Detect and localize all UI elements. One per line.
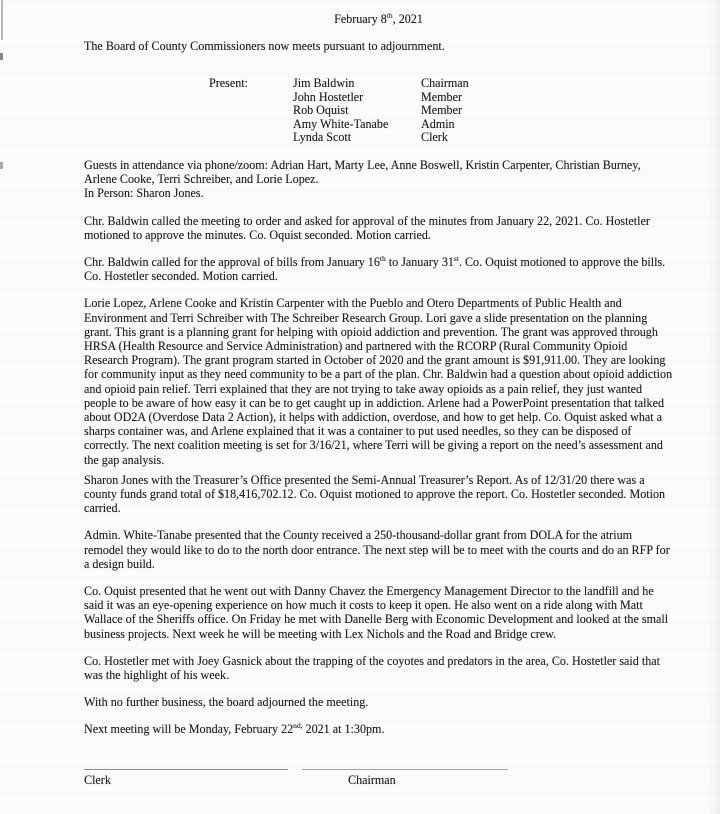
paragraph-bills-approval xyxy=(84,255,673,283)
present-row xyxy=(209,91,673,105)
next-meeting-text: Next meeting will be Monday, February 22 xyxy=(84,722,294,737)
scan-artifact-mark xyxy=(0,53,3,60)
next-meeting-text: 2021 at 1:30pm. xyxy=(302,722,385,737)
present-role: Member xyxy=(421,89,462,104)
present-role: Member xyxy=(421,103,462,118)
clerk-signature-label: Clerk xyxy=(84,773,111,787)
scan-artifact-mark xyxy=(0,162,3,169)
present-label-spacer xyxy=(209,104,293,118)
bills-text: . Co. Oquist motioned to approve the bills. Co. Hostetler seconded. Motion carried. xyxy=(84,254,666,284)
present-row xyxy=(209,104,673,118)
signature-area xyxy=(84,769,508,787)
paragraph-planning-grant: Lorie Lopez, Arlene Cooke and Kristin Carpenter with the Pueblo and Otero Departments of Public Health and Environment and Terri Schreiber with The Schreiber Research Group. Lori gave a slide presentation on the planning grant. This grant is a planning grant for helping with opioid addiction and prevention. The grant was approved through HRSA (Health Resource and Service Administration) and partnered with the RCORP (Rural Community Opioid Research Program). The grant program started in October of 2020 and the grant amount is $91,911.00. They are looking for community input as they need community to be a part of the plan. Chr. Baldwin had a question about opioid addiction and opioid pain relief. Terri explained that they are not trying to take away opioids as a pain relief, they just wanted people to be aware of how easy it can be to get caught up in addiction. Arlene had a PowerPoint presentation that talked about OD2A (Overdose Data 2 Action), it helps with addiction, overdose, and how to get help. Co. Oquist asked what a sharps container was, and Arlene explained that it was a container to put used needles, so they can be disposed of correctly. The next coalition meeting is set for 3/16/21, where Terri will be giving a report on the need’s assessment and the gap analysis. xyxy=(84,296,673,467)
paragraph-minutes-approval: Chr. Baldwin called the meeting to order and asked for approval of the minutes from January 22, 2021. Co. Hostetler motioned to approve the minutes. Co. Oquist seconded. Motion carried. xyxy=(84,213,650,242)
bills-ordinal-superscript: st xyxy=(453,253,459,263)
paragraph-treasurer-report: Sharon Jones with the Treasurer’s Office presented the Semi-Annual Treasurer’s Report. As of 12/31/20 there was a county funds grand total of $18,416,702.12. Co. Oquist motioned to approve the report. Co. Hostetler seconded. Motion carried. xyxy=(84,472,666,516)
present-label-spacer xyxy=(209,131,293,145)
present-role: Chairman xyxy=(421,76,469,91)
chairman-signature-label: Chairman xyxy=(348,773,396,787)
present-label-spacer xyxy=(209,118,293,132)
guests-remote-line: Guests in attendance via phone/zoom: Adrian Hart, Marty Lee, Anne Boswell, Kristin Carpenter, Christian Burney, Arlene Cooke, Terri Schreiber, and Lorie Lopez. xyxy=(84,157,641,187)
bills-ordinal-superscript: th xyxy=(379,253,386,263)
present-name: John Hostetler xyxy=(293,89,364,104)
present-role: Admin xyxy=(421,116,455,131)
present-row xyxy=(209,77,673,91)
date-ordinal-superscript: th xyxy=(386,10,393,20)
scan-artifact-line xyxy=(1,0,3,40)
present-row xyxy=(209,118,673,132)
present-name: Amy White-Tanabe xyxy=(293,116,389,131)
opening-statement: The Board of County Commissioners now meets pursuant to adjournment. xyxy=(84,39,445,54)
bills-text: Chr. Baldwin called for the approval of bills from January 16 xyxy=(84,254,380,269)
date-text: February 8 xyxy=(334,12,387,26)
present-label-spacer xyxy=(209,91,293,105)
paragraph-commissioner-hostetler-report: Co. Hostetler met with Joey Gasnick about the trapping of the coyotes and predators in the area, Co. Hostetler said that was the highlight of his week. xyxy=(84,653,660,682)
present-label: Present: xyxy=(209,76,248,91)
chairman-signature-line xyxy=(302,769,508,770)
present-name: Rob Oquist xyxy=(293,103,349,118)
paragraph-adjournment: With no further business, the board adjourned the meeting. xyxy=(84,695,369,710)
present-name: Jim Baldwin xyxy=(293,76,355,91)
present-role: Clerk xyxy=(421,130,448,145)
next-meeting-ordinal-superscript: nd, xyxy=(293,721,303,731)
clerk-signature-block xyxy=(84,769,288,787)
paragraph-commissioner-oquist-report: Co. Oquist presented that he went out with Danny Chavez the Emergency Management Director to the landfill and he said it was an eye-opening experience on how much it costs to keep it open. He also went on a ride along with Matt Wallace of the Sheriffs office. On Friday he met with Danelle Berg with Economic Development and looked at the small business projects. Next week he will be meeting with Lex Nichols and the Road and Bridge crew. xyxy=(84,583,669,641)
bills-text: to January 31 xyxy=(385,254,454,269)
scan-edge-shadow xyxy=(708,0,720,814)
chairman-signature-block xyxy=(302,769,508,787)
date-year-text: , 2021 xyxy=(392,12,423,26)
guests-in-person-line: In Person: Sharon Jones. xyxy=(84,186,204,201)
clerk-signature-line xyxy=(84,769,288,770)
guests-paragraph xyxy=(84,158,673,201)
present-table xyxy=(209,77,673,145)
present-row xyxy=(209,131,673,145)
paragraph-atrium-grant: Admin. White-Tanabe presented that the County received a 250-thousand-dollar grant from DOLA for the atrium remodel they would like to do to the north door entrance. The next step will be to meet with the courts and do an RFP for a design build. xyxy=(84,528,670,571)
document-date xyxy=(84,12,673,26)
paragraph-next-meeting xyxy=(84,722,673,736)
present-name: Lynda Scott xyxy=(293,130,352,145)
